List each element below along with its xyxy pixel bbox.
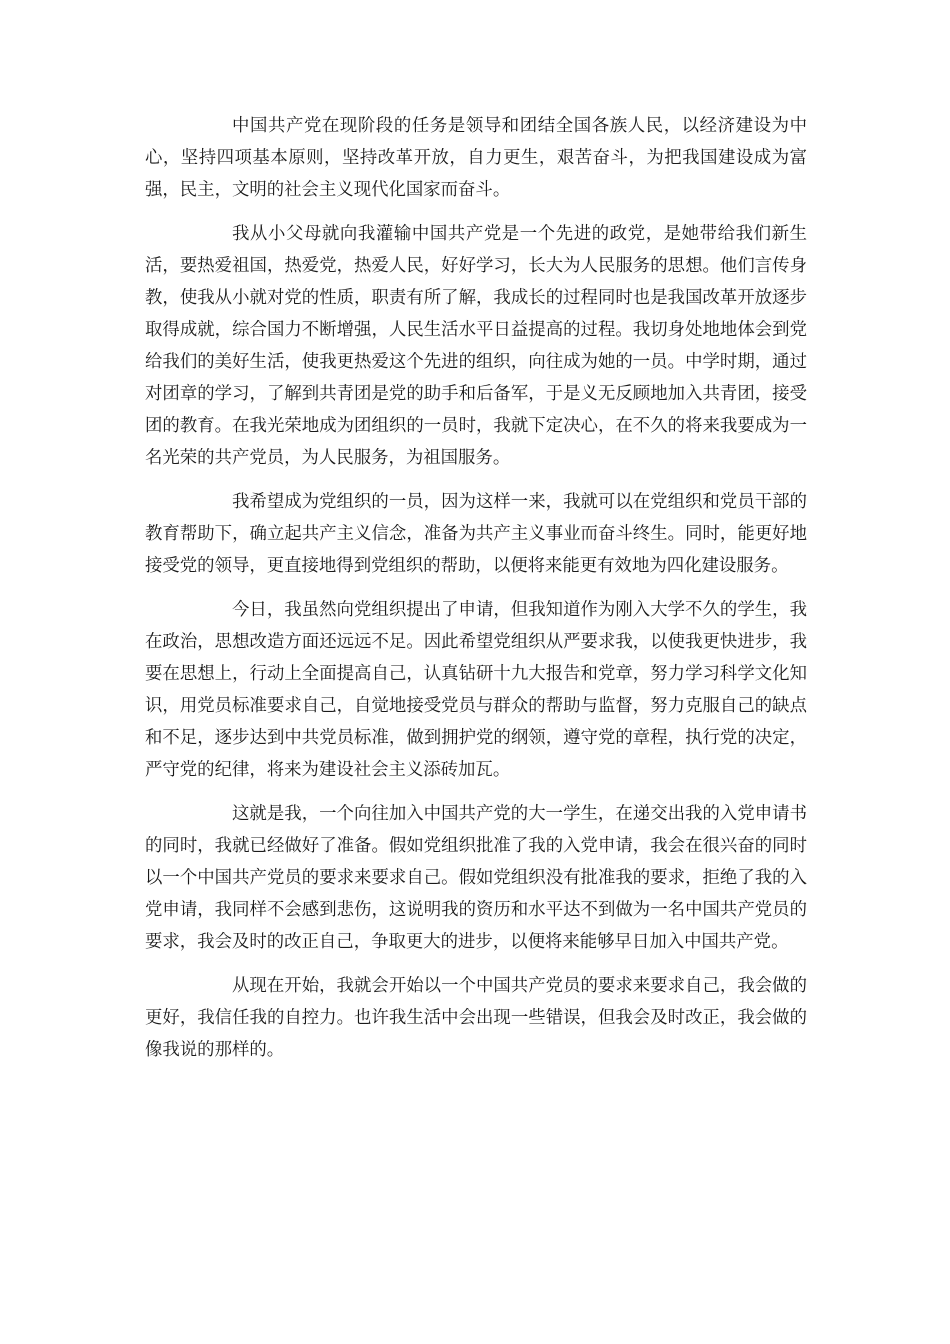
paragraph-6: 从现在开始，我就会开始以一个中国共产党员的要求来要求自己，我会做的更好，我信任我的自控力。也许我生活中会出现一些错误，但我会及时改正，我会做的像我说的那样的。	[145, 976, 807, 1060]
paragraph-5: 这就是我，一个向往加入中国共产党的大一学生，在递交出我的入党申请书的同时，我就已经做好了准备。假如党组织批准了我的入党申请，我会在很兴奋的同时以一个中国共产党员的要求来要求自己。假如党组织没有批准我的要求，拒绝了我的入党申请，我同样不会感到悲伤，这说明我的资历和水平达不到做为一名中国共产党员的要求，我会及时的改正自己，争取更大的进步，以便将来能够早日加入中国共产党。	[145, 804, 807, 952]
paragraph-2: 我从小父母就向我灌输中国共产党是一个先进的政党，是她带给我们新生活，要热爱祖国，热爱党，热爱人民，好好学习，长大为人民服务的思想。他们言传身教，使我从小就对党的性质，职责有所了解，我成长的过程同时也是我国改革开放逐步取得成就，综合国力不断增强，人民生活水平日益提高的过程。我切身处地地体会到党给我们的美好生活，使我更热爱这个先进的组织，向往成为她的一员。中学时期，通过对团章的学习，了解到共青团是党的助手和后备军，于是义无反顾地加入共青团，接受团的教育。在我光荣地成为团组织的一员时，我就下定决心，在不久的将来我要成为一名光荣的共产党员，为人民服务，为祖国服务。	[145, 224, 807, 468]
paragraph-3: 我希望成为党组织的一员，因为这样一来，我就可以在党组织和党员干部的教育帮助下，确立起共产主义信念，准备为共产主义事业而奋斗终生。同时，能更好地接受党的领导，更直接地得到党组织的帮助，以便将来能更有效地为四化建设服务。	[145, 492, 807, 576]
document-body	[145, 110, 807, 1078]
paragraph-4: 今日，我虽然向党组织提出了申请，但我知道作为刚入大学不久的学生，我在政治，思想改造方面还远远不足。因此希望党组织从严要求我，以使我更快进步，我要在思想上，行动上全面提高自己，认真钻研十九大报告和党章，努力学习科学文化知识，用党员标准要求自己，自觉地接受党员与群众的帮助与监督，努力克服自己的缺点和不足，逐步达到中共党员标准，做到拥护党的纲领，遵守党的章程，执行党的决定，严守党的纪律，将来为建设社会主义添砖加瓦。	[145, 600, 807, 780]
paragraph-1: 中国共产党在现阶段的任务是领导和团结全国各族人民，以经济建设为中心，坚持四项基本原则，坚持改革开放，自力更生，艰苦奋斗，为把我国建设成为富强，民主，文明的社会主义现代化国家而奋斗。	[145, 116, 807, 200]
